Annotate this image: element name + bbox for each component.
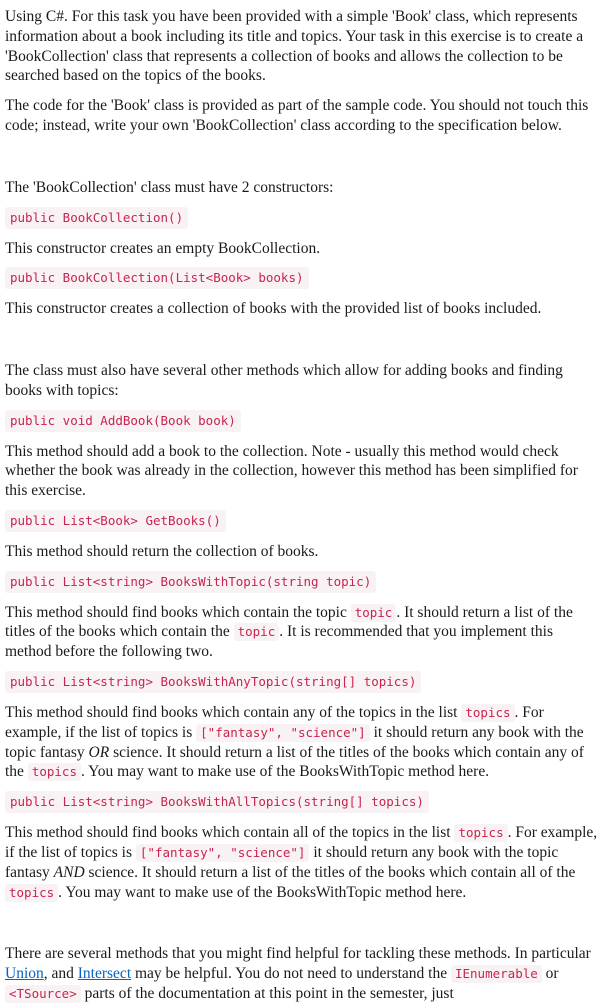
paragraph-constructor-empty-desc xyxy=(5,239,602,259)
code-signature: public BookCollection(List<Book> books) xyxy=(5,267,309,289)
text-run: may be helpful. You do not need to understand the xyxy=(131,965,451,983)
paragraph-helpful-methods xyxy=(5,944,602,1003)
code-line-getbooks xyxy=(5,511,602,531)
paragraph-intro xyxy=(5,7,602,86)
paragraph-book-class-note xyxy=(5,96,602,136)
inline-code: <TSource> xyxy=(5,985,81,1003)
document xyxy=(5,7,602,1004)
paragraph-constructor-list-desc xyxy=(5,299,602,319)
paragraph-bookswithanytopic-desc xyxy=(5,703,602,782)
text-run: parts of the documentation at this point in the semester, just xyxy=(80,984,454,1002)
paragraph-bookswithalltopics-desc xyxy=(5,823,602,902)
text-run: This method should find books which contain all of the topics in the list xyxy=(5,824,455,842)
paragraph-getbooks-desc xyxy=(5,542,602,562)
text-run: This constructor creates a collection of books with the provided list of books included. xyxy=(5,300,542,318)
link-intersect[interactable]: Intersect xyxy=(77,965,132,983)
text-run: it should return any book with the topic fantasy xyxy=(5,723,584,761)
italic-and: AND xyxy=(53,863,85,881)
inline-code: ["fantasy", "science"] xyxy=(136,844,310,862)
text-run: or xyxy=(541,965,559,983)
code-line-addbook xyxy=(5,411,602,431)
text-run: science. It should return a list of the titles of the books which contain any of the xyxy=(5,743,584,781)
code-line-bookswithanytopic xyxy=(5,672,602,692)
text-run: it should return any book with the topic fantasy xyxy=(5,843,559,881)
code-line-bookswithtopic xyxy=(5,572,602,592)
code-line-constructor-empty xyxy=(5,208,602,228)
text-run: The 'BookCollection' class must have 2 constructors: xyxy=(5,178,334,196)
inline-code: IEnumerable xyxy=(451,965,542,983)
code-signature: public void AddBook(Book book) xyxy=(5,410,241,432)
link-union[interactable]: Union xyxy=(5,965,44,983)
text-run: . For example, if the list of topics is xyxy=(5,703,544,741)
paragraph-methods-intro xyxy=(5,361,602,401)
text-run: This method should find books which contain the topic xyxy=(5,603,351,621)
inline-code: topics xyxy=(5,884,58,902)
text-run: . You may want to make use of the BooksWithTopic method here. xyxy=(80,763,490,781)
text-run: . You may want to make use of the BooksWithTopic method here. xyxy=(58,883,467,901)
code-line-constructor-list xyxy=(5,268,602,288)
paragraph-bookswithtopic-desc xyxy=(5,603,602,662)
code-signature: public List<Book> GetBooks() xyxy=(5,510,226,532)
text-run: This method should return the collection of books. xyxy=(5,542,319,560)
code-signature: public List<string> BooksWithTopic(string topic) xyxy=(5,571,376,593)
text-run: There are several methods that you might find helpful for tackling these methods. In particular xyxy=(5,945,591,963)
code-signature: public List<string> BooksWithAllTopics(string[] topics) xyxy=(5,791,429,813)
paragraph-addbook-desc xyxy=(5,442,602,501)
code-line-bookswithalltopics xyxy=(5,792,602,812)
text-run: The class must also have several other methods which allow for adding books and finding books with topics: xyxy=(5,362,563,399)
inline-code: ["fantasy", "science"] xyxy=(196,724,370,742)
code-signature: public BookCollection() xyxy=(5,207,188,229)
text-run: Using C#. For this task you have been provided with a simple 'Book' class, which represents information about a book including its title and topics. Your task in this exercise is to create a 'BookCollection' class that represents a collection of books and allows the collection to be searched based on the topics of the books. xyxy=(5,8,584,85)
inline-code: topic xyxy=(351,604,397,622)
text-run: . It should return a list of the titles of the books which contain the xyxy=(5,603,573,641)
text-run: The code for the 'Book' class is provided as part of the sample code. You should not touch this code; instead, write your own 'BookCollection' class according to the specification below. xyxy=(5,97,589,135)
text-run: , and xyxy=(43,965,78,983)
text-run: science. It should return a list of the titles of the books which contain all of the xyxy=(84,863,576,881)
text-run: This constructor creates an empty BookCollection. xyxy=(5,239,321,257)
inline-code: topic xyxy=(234,623,280,641)
inline-code: topics xyxy=(28,763,81,781)
text-run: This method should find books which contain any of the topics in the list xyxy=(5,703,462,721)
text-run: This method should add a book to the collection. Note - usually this method would check whether the book was already in the collection, however this method has been simplified for this exercise. xyxy=(5,442,578,500)
italic-or: OR xyxy=(88,743,110,761)
inline-code: topics xyxy=(461,704,514,722)
paragraph-constructors-intro xyxy=(5,178,602,198)
text-run: . It is recommended that you implement this method before the following two. xyxy=(5,623,554,661)
inline-code: topics xyxy=(454,824,507,842)
text-run: . For example, if the list of topics is xyxy=(5,824,598,861)
code-signature: public List<string> BooksWithAnyTopic(string[] topics) xyxy=(5,671,421,693)
